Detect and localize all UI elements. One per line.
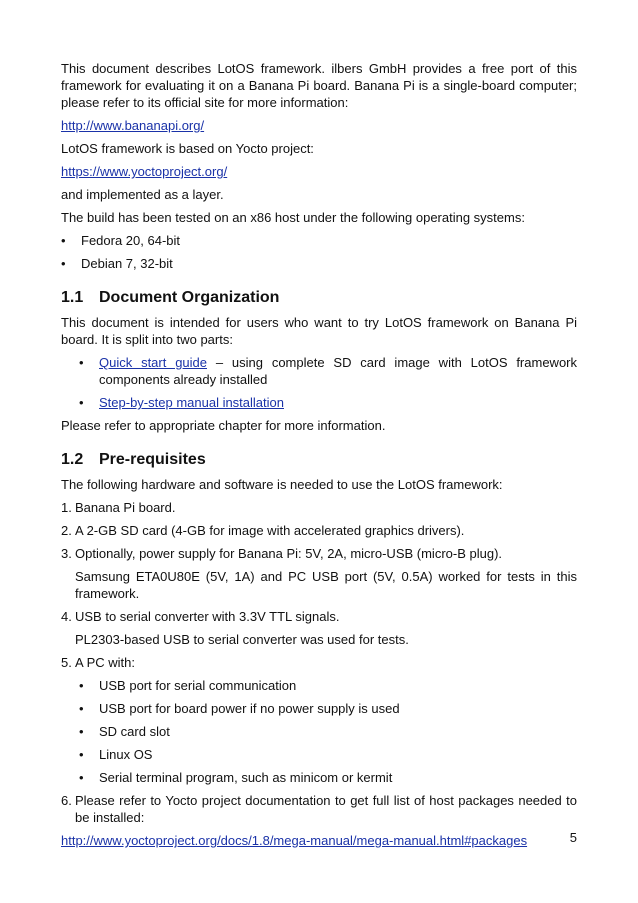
- section1-footer-text: Please refer to appropriate chapter for more information.: [61, 418, 386, 433]
- document-page: [61, 60, 577, 849]
- section-heading-document-organization: 1.1 Document Organization: [61, 289, 280, 306]
- page-number: 5: [569, 830, 577, 845]
- numbered-item: 1. Banana Pi board.: [61, 500, 176, 515]
- numbered-item: 2. A 2-GB SD card (4-GB for image with accelerated graphics drivers).: [61, 523, 465, 538]
- section1-paragraph: This document is intended for users who want to try LotOS framework on Banana Pi board. It is split into two parts:: [61, 315, 577, 347]
- list-item: • Quick start guide – using complete SD card image with LotOS framework components already installed: [79, 355, 578, 387]
- numbered-item: 6. Please refer to Yocto project documentation to get full list of host packages needed to be installed:: [61, 793, 577, 825]
- list-item: • Fedora 20, 64-bit: [61, 233, 181, 248]
- yocto-based-text: LotOS framework is based on Yocto project:: [61, 141, 314, 156]
- list-item: • USB port for board power if no power supply is used: [79, 701, 400, 716]
- list-item: • USB port for serial communication: [79, 678, 297, 693]
- numbered-item-note: Samsung ETA0U80E (5V, 1A) and PC USB port (5V, 0.5A) worked for tests in this framework.: [75, 569, 577, 601]
- yocto-link[interactable]: https://www.yoctoproject.org/: [61, 164, 228, 179]
- list-item: • Step-by-step manual installation: [79, 395, 284, 410]
- list-item: • Serial terminal program, such as minicom or kermit: [79, 770, 393, 785]
- quick-start-link[interactable]: Quick start guide: [99, 355, 207, 370]
- list-item: • Linux OS: [79, 747, 153, 762]
- manual-installation-link[interactable]: Step-by-step manual installation: [99, 395, 284, 410]
- list-item: • Debian 7, 32-bit: [61, 256, 173, 271]
- numbered-item: 4. USB to serial converter with 3.3V TTL signals.: [61, 609, 340, 624]
- bananapi-link[interactable]: http://www.bananapi.org/: [61, 118, 205, 133]
- numbered-item: 3. Optionally, power supply for Banana Pi: 5V, 2A, micro-USB (micro-B plug).: [61, 546, 503, 561]
- numbered-item: 5. A PC with:: [61, 655, 135, 670]
- list-item: • SD card slot: [79, 724, 170, 739]
- tested-text: The build has been tested on an x86 host under the following operating systems:: [61, 210, 525, 225]
- layer-text: and implemented as a layer.: [61, 187, 224, 202]
- section-heading-prerequisites: 1.2 Pre-requisites: [61, 451, 206, 468]
- intro-paragraph: This document describes LotOS framework. ilbers GmbH provides a free port of this framework for evaluating it on a Banana Pi board. Banana Pi is a single-board computer; please refer to its official site for more information:: [61, 61, 577, 110]
- yocto-packages-link[interactable]: http://www.yoctoproject.org/docs/1.8/mega-manual/mega-manual.html#packages: [61, 833, 528, 848]
- section2-paragraph: The following hardware and software is needed to use the LotOS framework:: [61, 477, 503, 492]
- numbered-item-note: PL2303-based USB to serial converter was used for tests.: [75, 632, 409, 647]
